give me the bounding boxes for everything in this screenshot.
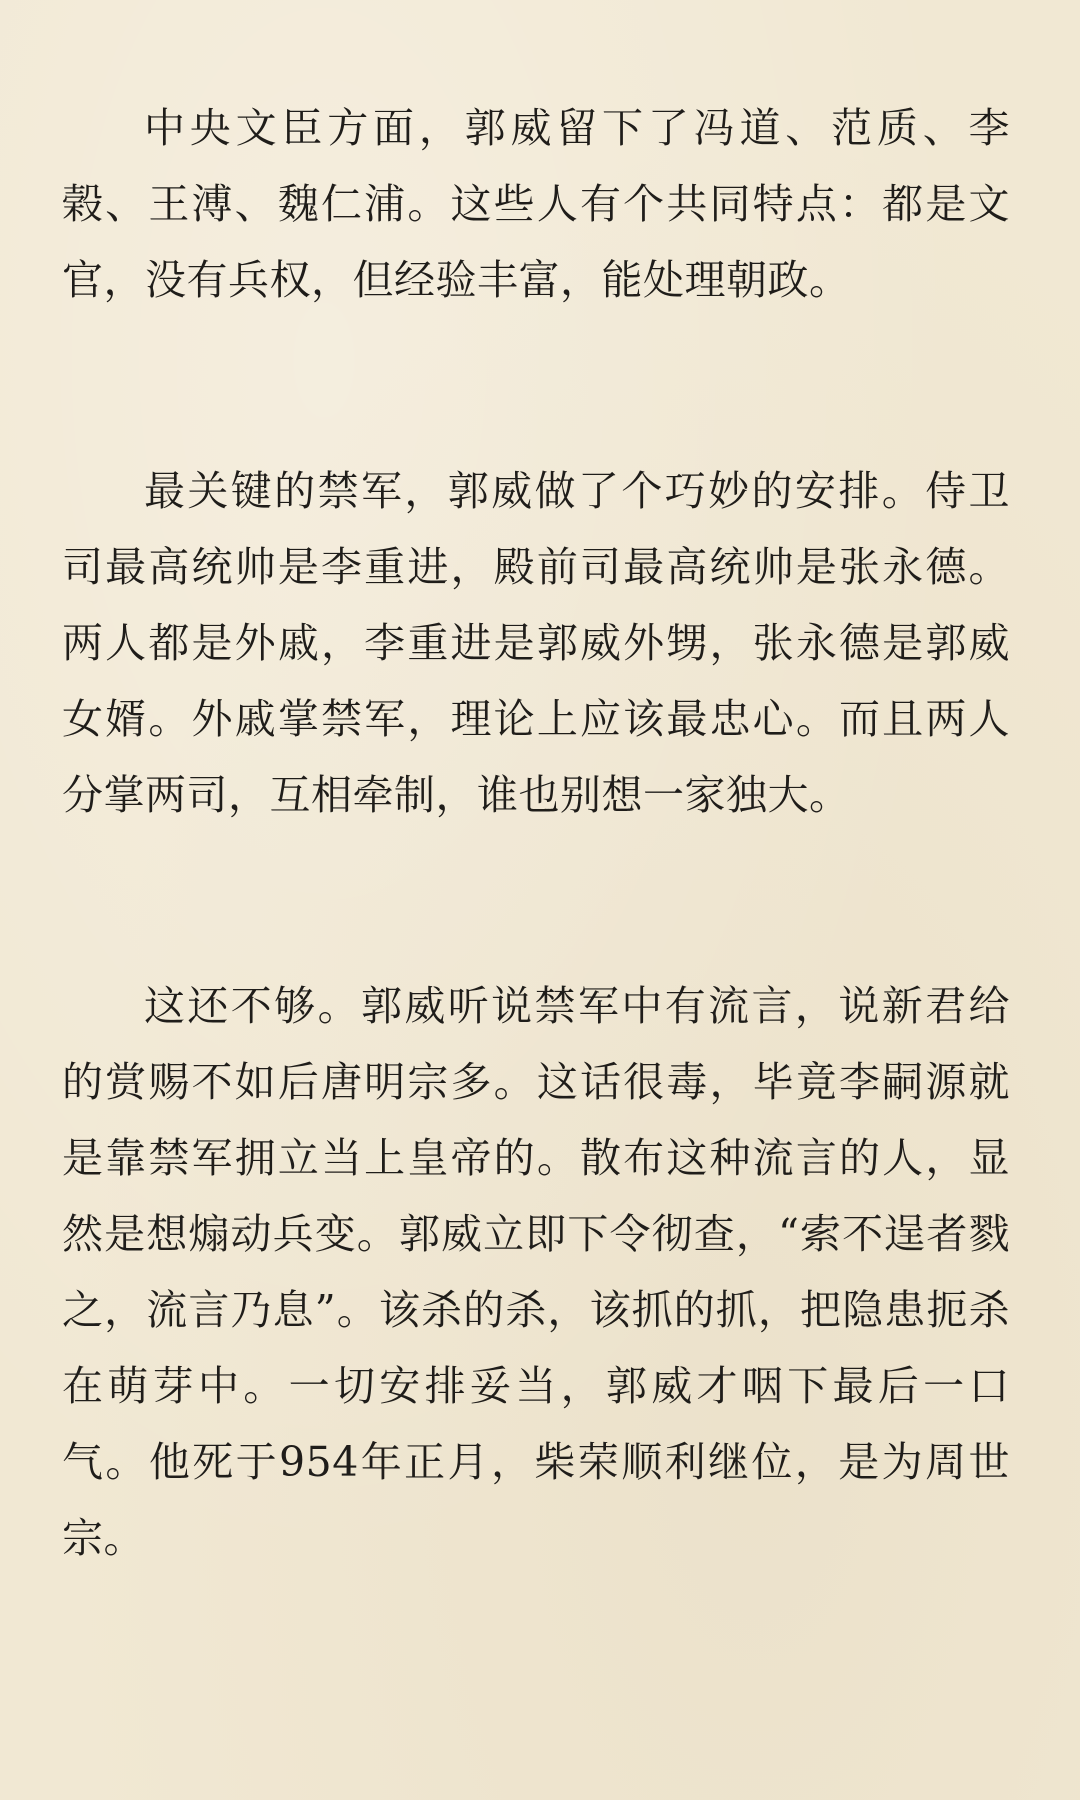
article-body (62, 90, 1010, 1576)
paragraph-3: 这还不够。郭威听说禁军中有流言，说新君给的赏赐不如后唐明宗多。这话很毒，毕竟李嗣源就是靠禁军拥立当上皇帝的。散布这种流言的人，显然是想煽动兵变。郭威立即下令彻查，“索不逞者戮之，流言乃息”。该杀的杀，该抓的抓，把隐患扼杀在萌芽中。一切安排妥当，郭威才咽下最后一口气。他死于954年正月，柴荣顺利继位，是为周世宗。 (62, 982, 1010, 1562)
paragraph-2: 最关键的禁军，郭威做了个巧妙的安排。侍卫司最高统帅是李重进，殿前司最高统帅是张永德。两人都是外戚，李重进是郭威外甥，张永德是郭威女婿。外戚掌禁军，理论上应该最忠心。而且两人分掌两司，互相牵制，谁也别想一家独大。 (62, 467, 1010, 819)
paragraph-1: 中央文臣方面，郭威留下了冯道、范质、李榖、王溥、魏仁浦。这些人有个共同特点：都是文官，没有兵权，但经验丰富，能处理朝政。 (62, 104, 1010, 304)
